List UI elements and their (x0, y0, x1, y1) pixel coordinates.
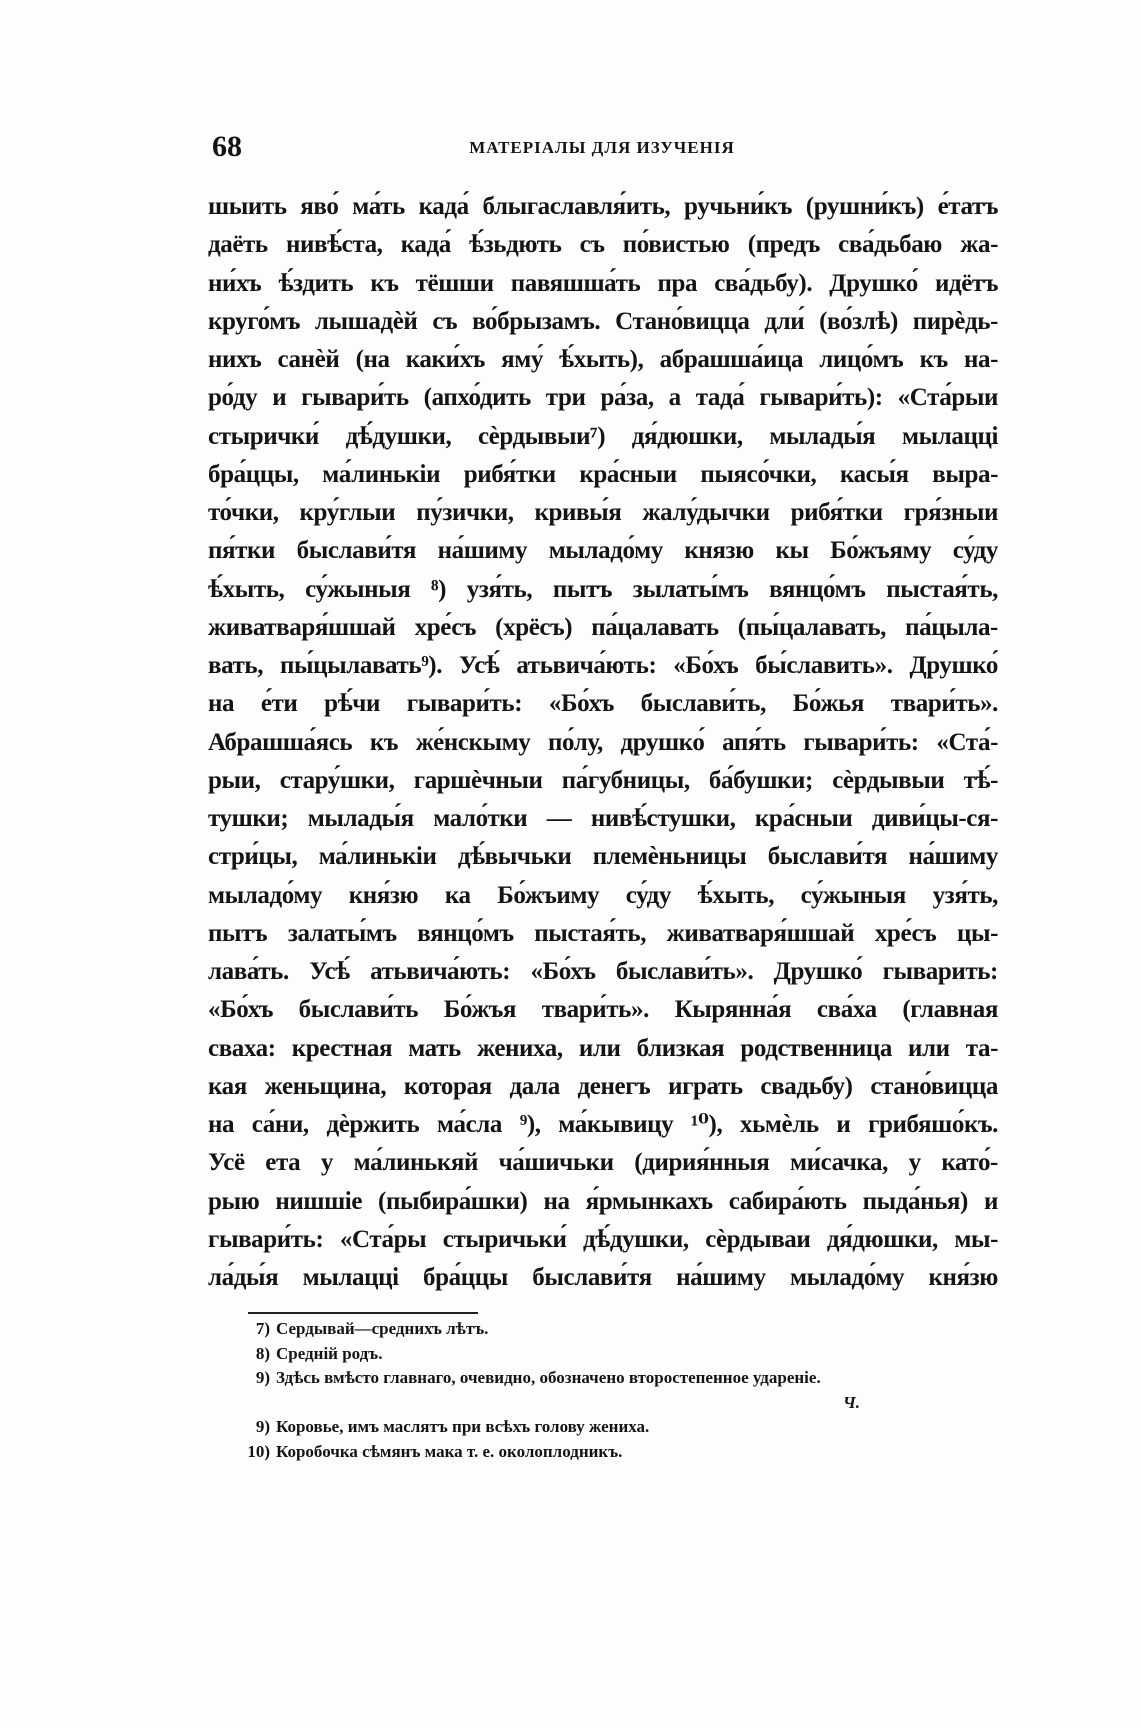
footnote-text: Коробочка сѣмянъ мака т. е. околоплодникъ. (276, 1441, 623, 1461)
text-line: кая женьщина, которая дала денегъ играть свадьбу) стано́вицца (208, 1072, 998, 1100)
footnote-text: Коровье, имъ маслятъ при всѣхъ голову жениха. (276, 1417, 650, 1436)
footnote-number: 7) (255, 1319, 270, 1338)
footnote-text: Средній родъ. (276, 1343, 383, 1363)
text-line: ро́ду и гывари́ть (апхо́дить три ра́за, а тада́ гывари́ть): «Ста́рыи (208, 384, 998, 412)
footnote-signature (240, 1391, 1000, 1416)
text-line: даёть нивѣ́ста, када́ ѣ́зьдють съ по́вистью (предъ сва́дьбаю жа- (208, 231, 998, 259)
body-text (208, 188, 998, 1297)
text-line: нихъ санѐй (на каки́хъ яму́ ѣ́хыть), абрашша́ица лицо́мъ къ на- (208, 346, 998, 373)
footnote-number: 9) (255, 1368, 270, 1387)
text-line: бра́ццы, ма́линькіи рибя́тки кра́сныи пыясо́чки, касы́я выра- (208, 460, 998, 488)
text-line: ѣ́хыть, су́жыныя ⁸) узя́ть, пытъ зылаты́мъ вянцо́мъ пыстая́ть, (208, 575, 998, 603)
text-line: тушки; мылады́я мало́тки — нивѣ́стушки, кра́сныи диви́цы-ся- (208, 805, 998, 832)
footnote-signature-text: Ч. (843, 1392, 860, 1412)
footnote (240, 1415, 1000, 1440)
text-line: ни́хъ ѣ́здить къ тёшши павяшша́ть пра сва́дьбу). Друшко́ идётъ (208, 269, 998, 297)
text-line: пя́тки быслави́тя на́шиму мыладо́му князю кы Бо́жъяму су́ду (208, 537, 998, 565)
text-line: круго́мъ лышадѐй съ во́брызамъ. Стано́вицца дли́ (во́злѣ) пирѐдь- (208, 307, 998, 335)
text-line: на е́ти рѣ́чи гывари́ть: «Бо́хъ быслави́ть, Бо́жья твари́ть». (208, 690, 998, 718)
footnote-text: Сердывай—среднихъ лѣтъ. (276, 1319, 489, 1338)
text-line: Усё ета у ма́линькяй ча́шичьки (дирия́нныя ми́сачка, у като́- (208, 1149, 998, 1177)
text-line: гывари́ть: «Ста́ры стыричьки́ дѣ́душки, сѐрдываи дя́дюшки, мы- (208, 1225, 998, 1253)
footnote-number: 8) (255, 1343, 270, 1363)
running-head: МАТЕРІАЛЫ ДЛЯ ИЗУЧЕНІЯ (469, 138, 735, 157)
text-line: живатваря́шшай хре́съ (хрёсъ) па́цалавать (пы́цалавать, па́цыла- (208, 613, 998, 641)
text-line: рыю нишшіе (пыбира́шки) на я́рмынкахъ сабира́ють пыда́нья) и (208, 1187, 998, 1215)
text-line: сваха: крестная мать жениха, или близкая родственница или та- (208, 1034, 998, 1062)
text-line: «Бо́хъ быслави́ть Бо́жъя твари́ть». Кырянна́я сва́ха (главная (208, 996, 998, 1024)
text-line: то́чки, кру́глыи пу́зички, кривы́я жалу́дычки рибя́тки гря́зныи (208, 499, 998, 526)
text-line: вать, пы́цылавать⁹). Усѣ́ атьвича́ють: «Бо́хъ бы́славить». Друшко́ (208, 652, 998, 679)
footnote (240, 1440, 1000, 1465)
text-line: рыи, стару́шки, гаршѐчныи па́губницы, ба́бушки; сѐрдывыи тѣ́- (208, 766, 998, 794)
footnote (240, 1317, 1000, 1342)
text-line: на са́ни, дѐржить ма́сла ⁹), ма́кывицу ¹⁰), хьмѐль и грибяшо́къ. (208, 1111, 998, 1138)
page-number: 68 (212, 130, 242, 163)
footnotes (240, 1317, 1000, 1464)
footnote-divider (248, 1312, 478, 1314)
text-line: пытъ залаты́мъ вянцо́мъ пыстая́ть, живатваря́шшай хре́съ цы- (208, 919, 998, 947)
page-header (212, 130, 992, 170)
text-line: ла́ды́я мылацці бра́ццы быслави́тя на́шиму мыладо́му кня́зю (208, 1264, 998, 1291)
text-line: шыить яво́ ма́ть када́ блыгаславля́ить, ручьни́къ (рушни́къ) е́татъ (208, 193, 998, 220)
footnote-text: Здѣсь вмѣсто главнаго, очевидно, обозначено второстепенное удареніе. (276, 1368, 821, 1387)
text-line: Абрашша́ясь къ же́нскыму по́лу, друшко́ апя́ть гывари́ть: «Ста́- (208, 728, 998, 756)
text-line: стри́цы, ма́линькіи дѣ́вычьки племѐньницы быслави́тя на́шиму (208, 843, 998, 871)
text-line: стырички́ дѣ́душки, сѐрдывыи⁷) дя́дюшки, мылады́я мылацці (208, 422, 998, 450)
text-line: лава́ть. Усѣ́ атьвича́ють: «Бо́хъ быслави́ть». Друшко́ гыварить: (208, 958, 998, 985)
footnote (240, 1366, 1000, 1391)
footnote-number: 10) (247, 1441, 270, 1461)
text-line: мыладо́му кня́зю ка Бо́жъиму су́ду ѣ́хыть, су́жыныя узя́ть, (208, 881, 998, 909)
footnote (240, 1342, 1000, 1367)
footnote-number: 9) (255, 1417, 270, 1436)
